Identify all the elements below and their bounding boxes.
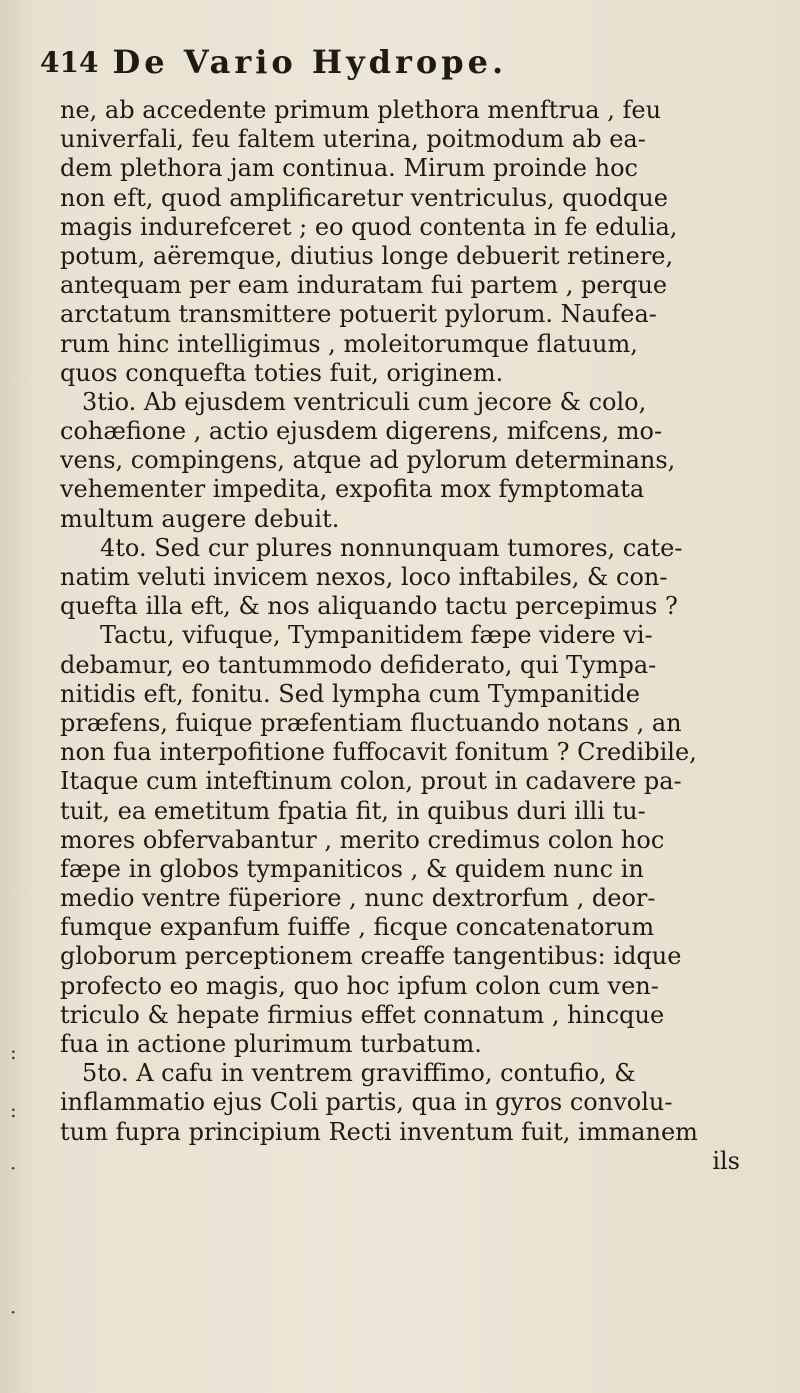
- margin-marks: [4, 1040, 44, 1370]
- text-line: medio ventre füperiore , nunc dextrorfum , deor-: [60, 884, 656, 913]
- text-line: multum augere debuit.: [60, 504, 340, 533]
- text-line: 5to. A cafu in ventrem graviffimo, contufio, &: [82, 1059, 636, 1088]
- text-line: triculo & hepate firmius effet connatum , hincque: [60, 1000, 665, 1029]
- catchword: ils: [712, 1146, 740, 1175]
- text-line: tuit, ea emetitum fpatia fit, in quibus duri illi tu-: [60, 796, 646, 825]
- text-line: fumque expanfum fuiffe , ficque concatenatorum: [60, 913, 655, 942]
- margin-mark: :: [10, 1098, 17, 1122]
- text-line: potum, aëremque, diutius longe debuerit retinere,: [60, 241, 674, 270]
- text-line: 3tio. Ab ejusdem ventriculi cum jecore & colo,: [82, 387, 647, 416]
- text-line: ne, ab accedente primum plethora menftrua , feu: [60, 96, 662, 124]
- text-line: mores obfervabantur , merito credimus colon hoc: [60, 825, 665, 854]
- text-line: rum hinc intelligimus , moleitorumque flatuum,: [60, 329, 638, 358]
- text-line: profecto eo magis, quo hoc ipfum colon cum ven-: [60, 971, 659, 1000]
- text-line: vens, compingens, atque ad pylorum determinans,: [60, 446, 676, 475]
- text-line: Tactu, vifuque, Tympanitidem fæpe videre vi-: [100, 621, 653, 650]
- margin-mark: ·: [10, 1156, 17, 1180]
- page-header: [40, 40, 760, 84]
- text-line: non fua interpofitione fuffocavit fonitum ? Credibile,: [60, 738, 697, 767]
- text-line: non eft, quod amplificaretur ventriculus, quodque: [60, 183, 668, 212]
- text-line: vehementer impedita, expofita mox fymptomata: [60, 475, 645, 504]
- text-line: præfens, fuique præfentiam fluctuando notans , an: [60, 708, 682, 737]
- text-line: cohæfione , actio ejusdem digerens, mifcens, mo-: [60, 417, 663, 446]
- body-text: [60, 96, 750, 1176]
- page-number: 414: [40, 45, 99, 79]
- text-line: natim veluti invicem nexos, loco inftabiles, & con-: [60, 563, 668, 591]
- text-line: inflammatio ejus Coli partis, qua in gyros convolu-: [60, 1088, 673, 1117]
- text-line: Itaque cum inteftinum colon, prout in cadavere pa-: [60, 767, 682, 796]
- text-line: magis indurefceret ; eo quod contenta in fe edulia,: [60, 212, 678, 241]
- text-line: antequam per eam induratam fui partem , perque: [60, 271, 668, 300]
- text-line: globorum perceptionem creaffe tangentibus: idque: [60, 942, 682, 971]
- margin-mark: :: [10, 1040, 17, 1064]
- text-line: fæpe in globos tympaniticos , & quidem nunc in: [60, 854, 644, 883]
- text-line: arctatum transmittere potuerit pylorum. Naufea-: [60, 300, 657, 329]
- text-line: dem plethora jam continua. Mirum proinde hoc: [60, 154, 638, 183]
- margin-mark: ·: [10, 1300, 17, 1324]
- text-line: quefta illa eft, & nos aliquando tactu percepimus ?: [60, 592, 678, 621]
- text-line: tum fupra principium Recti inventum fuit, immanem: [60, 1117, 698, 1146]
- text-line: fua in actione plurimum turbatum.: [60, 1030, 482, 1058]
- running-head: De Vario Hydrope.: [112, 43, 508, 81]
- text-line: 4to. Sed cur plures nonnunquam tumores, cate-: [100, 533, 683, 562]
- text-line: univerfali, feu faltem uterina, poitmodum ab ea-: [60, 125, 646, 154]
- text-line: debamur, eo tantummodo defiderato, qui Tympa-: [60, 650, 657, 679]
- text-line: quos conquefta toties fuit, originem.: [60, 358, 504, 387]
- text-line: nitidis eft, fonitu. Sed lympha cum Tympanitide: [60, 679, 640, 708]
